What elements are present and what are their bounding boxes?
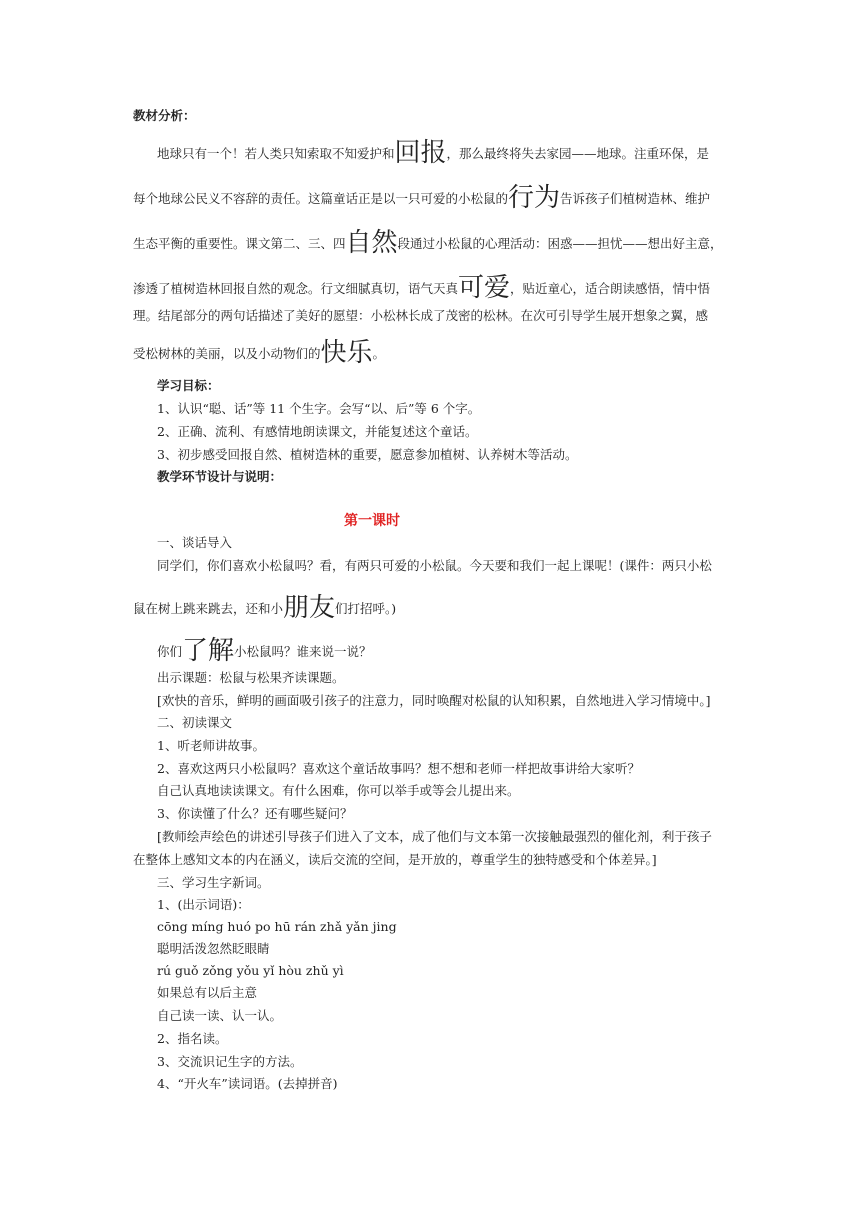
design-heading: 教学环节设计与说明： (157, 469, 283, 484)
pinyin-line: cōng míng huó po hū rán zhǎ yǎn jing (157, 919, 397, 934)
pinyin-line: rú guǒ zǒng yǒu yǐ hòu zhǔ yì (157, 963, 344, 978)
section-2-note-line-1: [教师绘声绘色的讲述引导孩子们进入了文本，成了他们与文本第一次接触最强烈的催化剂，利于孩子 (157, 829, 712, 844)
lesson-title: 第一课时 (344, 513, 400, 529)
section-2-item: 自己认真地读读课文。有什么困难，你可以举手或等会儿提出来。 (157, 783, 520, 798)
section-1-note: [欢快的音乐，鲜明的画面吸引孩子的注意力，同时唤醒对松鼠的认知积累，自然地进入学习情境中。] (157, 693, 711, 708)
analysis-heading: 教材分析： (133, 108, 196, 123)
section-3-title: 三、学习生字新词。 (157, 875, 270, 890)
goal-item: 2、正确、流利、有感情地朗读课文，并能复述这个童话。 (157, 424, 478, 439)
section-2-item: 1、听老师讲故事。 (157, 738, 265, 753)
section-3-item: 3、交流识记生字的方法。 (157, 1054, 303, 1069)
analysis-line-2: 每个地球公民义不容辞的责任。这篇童话正是以一只可爱的小松鼠的行为告诉孩子们植树造林、维护 (133, 183, 711, 213)
section-3-item: 1、(出示词语)： (157, 897, 250, 912)
word-line: 如果总有以后主意 (157, 985, 258, 1000)
goal-item: 1、认识“聪、话”等 11 个生字。会写“以、后”等 6 个字。 (157, 401, 481, 416)
analysis-line-1: 地球只有一个！若人类只知索取不知爱护和回报，那么最终将失去家园——地球。注重环保，是 (157, 138, 710, 168)
word-line: 聪明活泼忽然眨眼睛 (157, 941, 270, 956)
goals-heading: 学习目标： (157, 378, 220, 393)
section-1-paragraph-line-1: 同学们，你们喜欢小松鼠吗？看，有两只可爱的小松鼠。今天要和我们一起上课呢！(课件：两只小松 (157, 558, 712, 573)
analysis-line-3: 生态平衡的重要性。课文第二、三、四自然段通过小松鼠的心理活动：困惑——担忧——想出好主意， (133, 228, 723, 258)
section-2-note-line-2: 在整体上感知文本的内在涵义，读后交流的空间，是开放的，尊重学生的独特感受和个体差异。] (133, 852, 657, 867)
analysis-line-4: 渗透了植树造林回报自然的观念。行文细腻真切，语气天真可爱，贴近童心，适合朗读感悟，情中悟 (133, 273, 711, 303)
section-3-item: 自己读一读、认一认。 (157, 1008, 283, 1023)
section-2-item: 3、你读懂了什么？还有哪些疑问？ (157, 806, 353, 821)
goal-item: 3、初步感受回报自然、植树造林的重要，愿意参加植树、认养树木等活动。 (157, 447, 578, 462)
section-3-item: 4、“开火车”读词语。(去掉拼音) (157, 1076, 338, 1091)
section-3-item: 2、指名读。 (157, 1031, 228, 1046)
analysis-line-5: 理。结尾部分的两句话描述了美好的愿望：小松林长成了茂密的松林。在次可引导学生展开想象之翼，感 (133, 308, 709, 323)
section-1-paragraph-line-2: 鼠在树上跳来跳去，还和小朋友们打招呼。) (133, 593, 397, 623)
section-2-item: 2、喜欢这两只小松鼠吗？喜欢这个童话故事吗？想不想和老师一样把故事讲给大家听？ (157, 761, 640, 776)
section-1-title: 一、谈话导入 (157, 535, 233, 550)
section-2-title: 二、初读课文 (157, 715, 233, 730)
section-1-question: 你们了解小松鼠吗？谁来说一说？ (157, 636, 372, 666)
analysis-line-6: 受松树林的美丽，以及小动物们的快乐。 (133, 338, 386, 368)
section-1-show-title: 出示课题：松鼠与松果齐读课题。 (157, 670, 345, 685)
